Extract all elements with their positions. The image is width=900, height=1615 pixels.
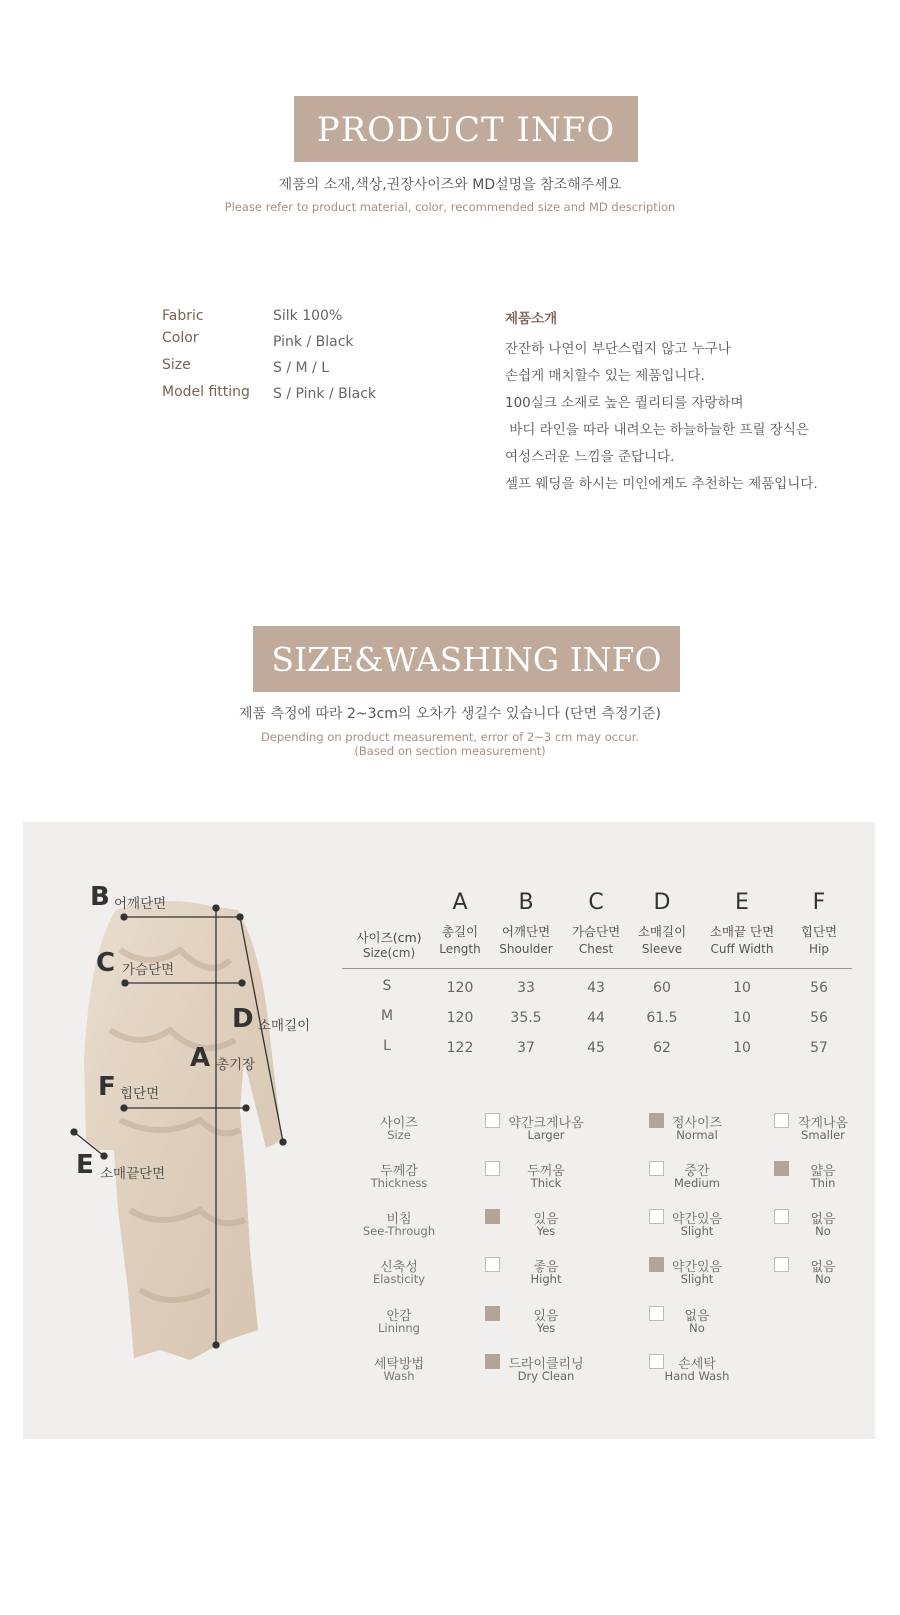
option-label-en: No: [815, 1272, 831, 1286]
feature-label-ko: 사이즈: [380, 1116, 418, 1131]
option-label-en: Yes: [536, 1321, 556, 1335]
row-size: L: [383, 1038, 391, 1054]
row-cell: 45: [587, 1040, 605, 1056]
option-label-en: Thin: [810, 1176, 836, 1190]
feature-label-en: Size: [387, 1128, 411, 1142]
col-ko-shoulder: 어깨단면: [501, 924, 551, 939]
option-label-ko: 약간크게나옴: [508, 1116, 584, 1131]
option-label-ko: 좋음: [533, 1260, 559, 1275]
table-divider: [342, 968, 852, 969]
col-ko-sleeve: 소매길이: [637, 924, 687, 939]
size-info-subtitle-ko: 제품 측정에 따라 2~3cm의 오차가 생길수 있습니다 (단면 측정기준): [239, 706, 661, 722]
col-ko-chest: 가슴단면: [571, 924, 621, 939]
diagram-label-shoulder: 어깨단면: [114, 896, 167, 912]
col-en-shoulder: Shoulder: [499, 942, 553, 956]
option-label-en: Smaller: [801, 1128, 845, 1142]
intro-line: 셀프 웨딩을 하시는 미인에게도 추천하는 제품입니다.: [505, 476, 818, 492]
feature-label-ko: 두께감: [380, 1164, 418, 1179]
option-label-ko: 없음: [810, 1212, 836, 1227]
feature-label-en: Elasticity: [372, 1272, 426, 1286]
option-label-en: Slight: [680, 1272, 714, 1286]
spec-label-color: Color: [162, 330, 199, 346]
col-letter-b: B: [518, 890, 534, 915]
col-letter-f: F: [812, 890, 826, 915]
row-cell: 56: [810, 1010, 828, 1026]
row-cell: 61.5: [646, 1010, 678, 1026]
row-cell: 44: [587, 1010, 605, 1026]
product-info-banner: PRODUCT INFO: [294, 96, 638, 162]
option-label-ko: 얇음: [810, 1164, 836, 1179]
intro-line: 100실크 소재로 높은 퀄리티를 자랑하며: [505, 395, 744, 411]
spec-value-size: S / M / L: [273, 360, 329, 376]
intro-line: 여성스러운 느낌을 준답니다.: [505, 449, 675, 465]
col-en-cuff: Cuff Width: [710, 942, 774, 956]
col-letter-c: C: [588, 890, 604, 915]
option-label-en: Hand Wash: [664, 1369, 730, 1383]
product-info-subtitle-ko: 제품의 소재,색상,권장사이즈와 MD설명을 참조해주세요: [278, 177, 622, 193]
row-cell: 120: [446, 1010, 474, 1026]
option-label-ko: 작게나옴: [797, 1116, 849, 1131]
feature-label-en: Lininng: [378, 1321, 420, 1335]
spec-label-model-fitting: Model fitting: [162, 384, 250, 400]
col-en-sleeve: Sleeve: [641, 942, 683, 956]
row-cell: 10: [733, 1010, 751, 1026]
size-info-subtitle-en-2: (Based on section measurement): [354, 744, 546, 758]
option-label-en: Dry Clean: [517, 1369, 575, 1383]
col-letter-e: E: [735, 890, 749, 915]
option-label-en: Larger: [527, 1128, 565, 1142]
row-cell: 37: [517, 1040, 535, 1056]
diagram-letter-b: B: [90, 882, 110, 912]
col-ko-hip: 힙단면: [800, 924, 838, 939]
diagram-label-hip: 힙단면: [120, 1086, 160, 1102]
spec-label-fabric: Fabric: [162, 308, 204, 324]
option-label-ko: 드라이클리닝: [508, 1357, 584, 1372]
option-label-ko: 없음: [684, 1309, 710, 1324]
diagram-letter-a: A: [190, 1043, 211, 1073]
size-washing-banner: SIZE&WASHING INFO: [253, 626, 680, 692]
option-label-ko: 없음: [810, 1260, 836, 1275]
row-cell: 33: [517, 980, 535, 996]
diagram-letter-e: E: [76, 1150, 94, 1180]
product-info-subtitle-en: Please refer to product material, color, recommended size and MD description: [224, 200, 676, 214]
col-ko-length: 총길이: [441, 924, 479, 939]
intro-line: 잔잔하 나연이 부단스럽지 않고 누구나: [505, 341, 731, 357]
option-label-ko: 약간있음: [671, 1212, 723, 1227]
size-col-header-ko: 사이즈(cm): [356, 930, 422, 945]
col-letter-d: D: [653, 890, 671, 915]
option-label-ko: 중간: [684, 1164, 710, 1179]
feature-label-en: Wash: [383, 1369, 415, 1383]
option-label-en: Yes: [536, 1224, 556, 1238]
row-cell: 120: [446, 980, 474, 996]
diagram-letter-f: F: [98, 1072, 116, 1102]
row-cell: 57: [810, 1040, 828, 1056]
spec-value-color: Pink / Black: [273, 334, 354, 350]
size-col-header-en: Size(cm): [362, 946, 416, 960]
intro-line: 바디 라인을 따라 내려오는 하늘하늘한 프릴 장식은: [505, 422, 809, 438]
col-ko-cuff: 소매끝 단면: [709, 924, 775, 939]
diagram-letter-c: C: [96, 948, 116, 978]
feature-label-en: See-Through: [362, 1224, 436, 1238]
row-cell: 56: [810, 980, 828, 996]
col-en-length: Length: [439, 942, 481, 956]
feature-label-en: Thickness: [370, 1176, 428, 1190]
row-size: S: [382, 978, 392, 994]
spec-value-fabric: Silk 100%: [273, 308, 343, 324]
option-label-ko: 두꺼움: [527, 1164, 565, 1179]
feature-label-ko: 비침: [386, 1212, 412, 1227]
feature-label-ko: 안감: [386, 1309, 412, 1324]
col-en-chest: Chest: [578, 942, 614, 956]
row-cell: 35.5: [510, 1010, 542, 1026]
option-label-ko: 정사이즈: [671, 1116, 723, 1131]
diagram-label-chest: 가슴단면: [122, 962, 175, 978]
diagram-label-sleeve: 소매길이: [258, 1018, 311, 1034]
option-label-ko: 약간있음: [671, 1260, 723, 1275]
option-label-ko: 있음: [533, 1309, 559, 1324]
intro-line: 손쉽게 매치할수 있는 제품입니다.: [505, 368, 705, 384]
option-label-en: No: [689, 1321, 705, 1335]
option-label-en: Hight: [530, 1272, 562, 1286]
intro-title: 제품소개: [505, 311, 558, 327]
feature-label-ko: 신축성: [380, 1260, 418, 1275]
option-label-en: Medium: [674, 1176, 720, 1190]
row-cell: 10: [733, 1040, 751, 1056]
option-label-en: Normal: [676, 1128, 718, 1142]
row-cell: 122: [446, 1040, 474, 1056]
row-size: M: [380, 1008, 394, 1024]
option-label-ko: 손세탁: [678, 1357, 716, 1372]
col-letter-a: A: [452, 890, 468, 915]
size-info-subtitle-en-1: Depending on product measurement, error of 2~3 cm may occur.: [260, 730, 640, 744]
spec-label-size: Size: [162, 357, 191, 373]
diagram-label-length: 총기장: [216, 1057, 256, 1073]
col-en-hip: Hip: [809, 942, 829, 956]
option-label-en: Slight: [680, 1224, 714, 1238]
option-label-en: No: [815, 1224, 831, 1238]
row-cell: 10: [733, 980, 751, 996]
spec-value-model-fitting: S / Pink / Black: [273, 386, 377, 402]
diagram-letter-d: D: [232, 1004, 254, 1034]
row-cell: 62: [653, 1040, 671, 1056]
row-cell: 60: [653, 980, 671, 996]
feature-label-ko: 세탁방법: [373, 1357, 425, 1372]
option-label-ko: 있음: [533, 1212, 559, 1227]
row-cell: 43: [587, 980, 605, 996]
diagram-label-cuff: 소매끝단면: [100, 1166, 166, 1182]
option-label-en: Thick: [530, 1176, 562, 1190]
